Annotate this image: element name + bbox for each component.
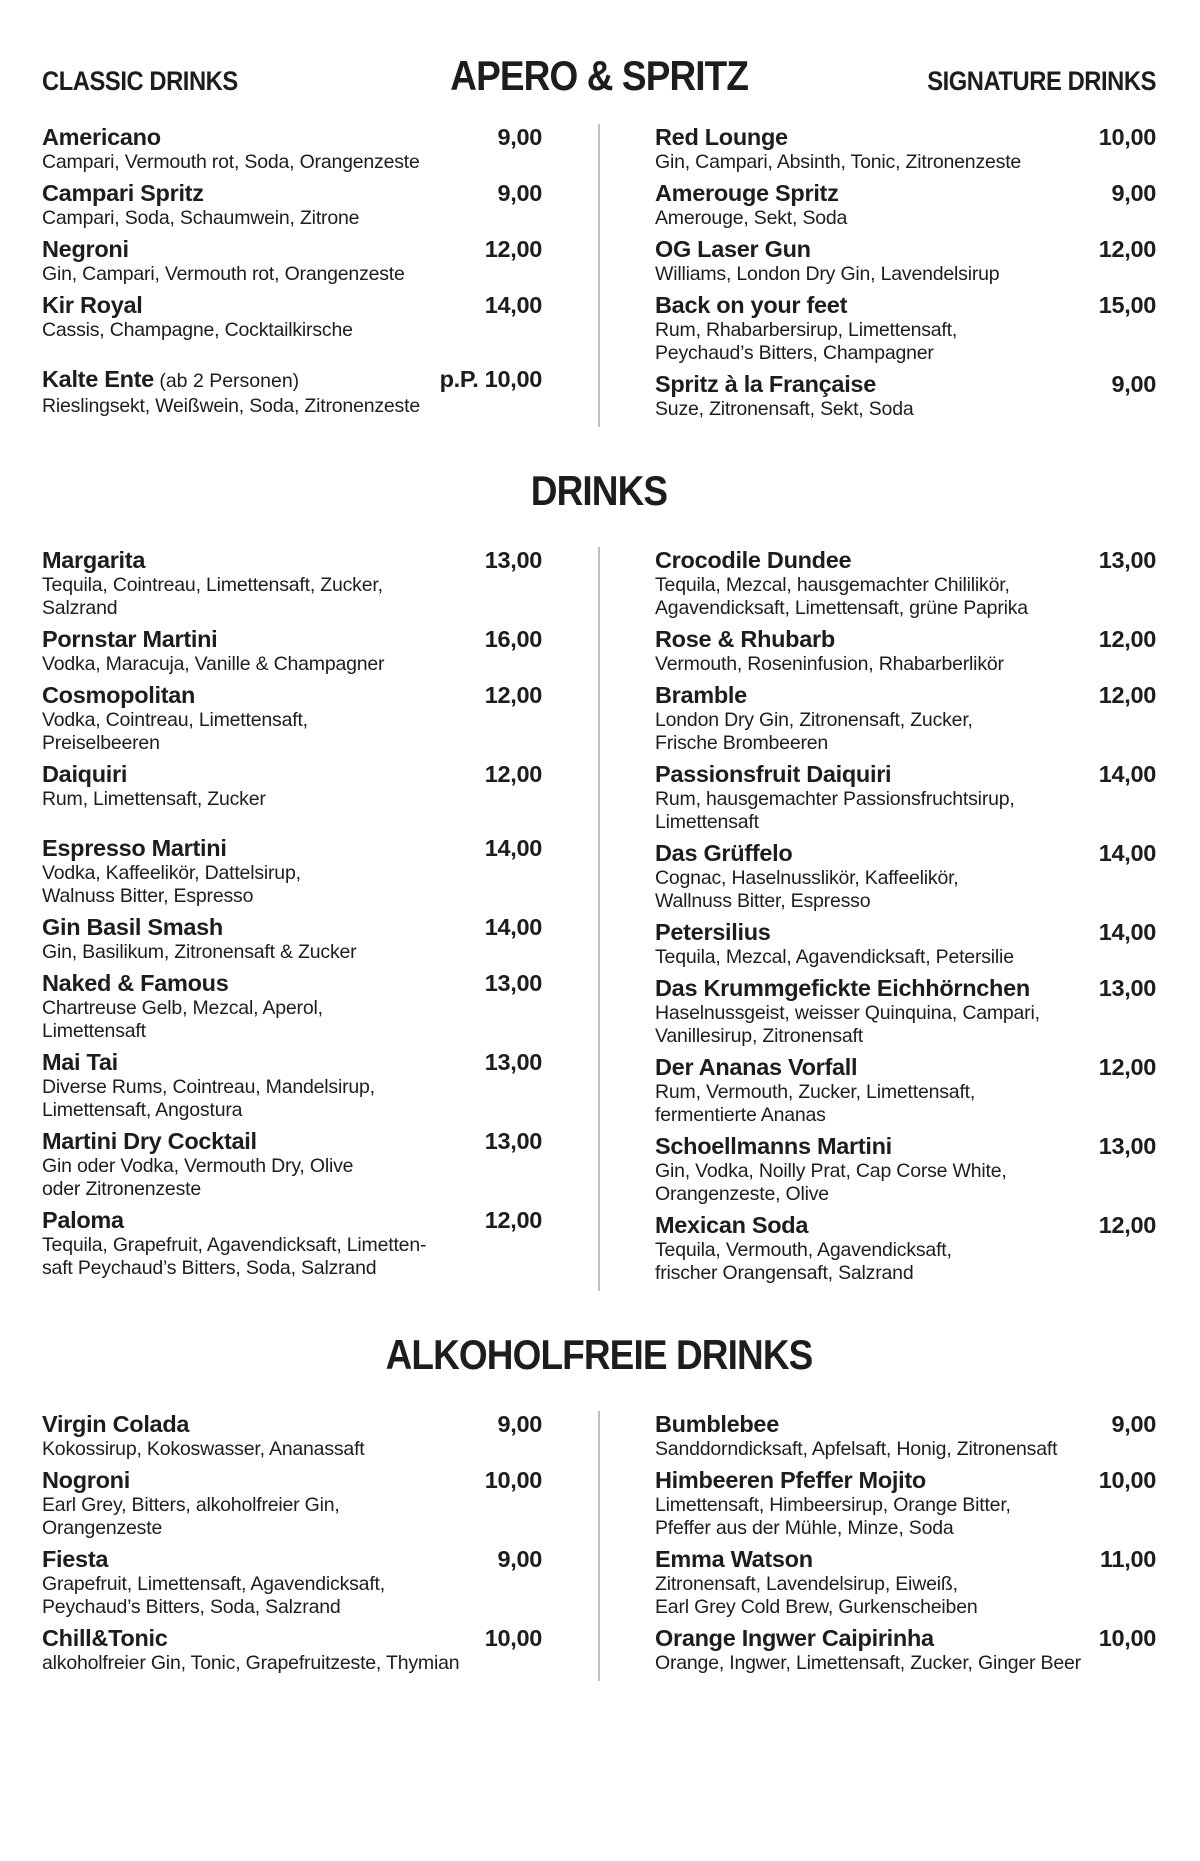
item-head bbox=[655, 1625, 1156, 1652]
item-price: 10,00 bbox=[484, 1467, 542, 1493]
item-description bbox=[42, 395, 542, 418]
item-description bbox=[655, 1573, 1156, 1619]
item-name: Naked & Famous bbox=[42, 970, 229, 996]
item-name: Mexican Soda bbox=[655, 1212, 809, 1238]
section-body bbox=[42, 547, 1156, 1291]
item-description-line: Peychaud’s Bitters, Soda, Salzrand bbox=[42, 1596, 341, 1618]
menu-item bbox=[42, 1207, 542, 1280]
item-price: 13,00 bbox=[484, 547, 542, 573]
item-description-line: Sanddorndicksaft, Apfelsaft, Honig, Zitronensaft bbox=[655, 1438, 1058, 1460]
item-price: 9,00 bbox=[497, 124, 542, 150]
item-description-line: saft Peychaud’s Bitters, Soda, Salzrand bbox=[42, 1257, 377, 1279]
item-description bbox=[655, 1652, 1156, 1675]
item-description-line: Agavendicksaft, Limettensaft, grüne Paprika bbox=[655, 597, 1028, 619]
item-description-line: Vanillesirup, Zitronensaft bbox=[655, 1025, 863, 1047]
item-description bbox=[42, 319, 542, 342]
item-head bbox=[42, 835, 542, 862]
item-price: 10,00 bbox=[1098, 1467, 1156, 1493]
item-name: Bramble bbox=[655, 682, 747, 708]
item-head bbox=[655, 1467, 1156, 1494]
menu-column-left bbox=[42, 1411, 598, 1681]
menu-item bbox=[655, 1212, 1156, 1285]
item-name: Nogroni bbox=[42, 1467, 130, 1493]
item-description-line: Tequila, Mezcal, hausgemachter Chililikör, bbox=[655, 574, 1010, 596]
item-description bbox=[655, 1160, 1156, 1206]
item-description-line: Earl Grey Cold Brew, Gurkenscheiben bbox=[655, 1596, 978, 1618]
item-description-line: Vodka, Maracuja, Vanille & Champagner bbox=[42, 653, 385, 675]
item-description bbox=[42, 1438, 542, 1461]
item-name: Spritz à la Française bbox=[655, 371, 876, 397]
item-description-line: Orange, Ingwer, Limettensaft, Zucker, Ginger Beer bbox=[655, 1652, 1081, 1674]
item-head bbox=[42, 1128, 542, 1155]
item-name: Emma Watson bbox=[655, 1546, 813, 1572]
item-description bbox=[42, 1652, 542, 1675]
item-price: 13,00 bbox=[484, 1049, 542, 1075]
menu-item bbox=[42, 761, 542, 811]
menu-item bbox=[655, 682, 1156, 755]
menu-item bbox=[655, 1546, 1156, 1619]
item-description-line: Vermouth, Roseninfusion, Rhabarberlikör bbox=[655, 653, 1004, 675]
item-price: 12,00 bbox=[1098, 236, 1156, 262]
item-description-line: Rieslingsekt, Weißwein, Soda, Zitronenzeste bbox=[42, 395, 420, 417]
item-head bbox=[655, 682, 1156, 709]
menu-item bbox=[42, 1546, 542, 1619]
item-name: Espresso Martini bbox=[42, 835, 227, 861]
item-name: Orange Ingwer Caipirinha bbox=[655, 1625, 934, 1651]
item-description-line: Gin, Campari, Absinth, Tonic, Zitronenzeste bbox=[655, 151, 1022, 173]
item-description-line: Diverse Rums, Cointreau, Mandelsirup, bbox=[42, 1076, 375, 1098]
item-description-line: Rum, hausgemachter Passionsfruchtsirup, bbox=[655, 788, 1015, 810]
item-description bbox=[655, 1438, 1156, 1461]
item-description-line: oder Zitronenzeste bbox=[42, 1178, 201, 1200]
menu-item bbox=[655, 124, 1156, 174]
item-head bbox=[655, 1411, 1156, 1438]
item-head bbox=[42, 547, 542, 574]
item-price: 13,00 bbox=[1098, 975, 1156, 1001]
menu-item bbox=[42, 835, 542, 908]
item-head bbox=[655, 124, 1156, 151]
menu-section bbox=[42, 124, 1156, 427]
item-description bbox=[655, 946, 1156, 969]
item-name: Das Krummgefickte Eichhörnchen bbox=[655, 975, 1030, 1001]
menu-item bbox=[655, 292, 1156, 365]
item-description bbox=[655, 207, 1156, 230]
item-head bbox=[655, 1054, 1156, 1081]
item-description-line: Preiselbeeren bbox=[42, 732, 160, 754]
item-description-line: Suze, Zitronensaft, Sekt, Soda bbox=[655, 398, 914, 420]
item-name: Cosmopolitan bbox=[42, 682, 196, 708]
item-name: Red Lounge bbox=[655, 124, 788, 150]
item-price: 12,00 bbox=[1098, 682, 1156, 708]
item-description bbox=[42, 574, 542, 620]
item-description bbox=[655, 151, 1156, 174]
item-head bbox=[655, 547, 1156, 574]
item-description-line: Amerouge, Sekt, Soda bbox=[655, 207, 848, 229]
item-description bbox=[42, 263, 542, 286]
item-name: Martini Dry Cocktail bbox=[42, 1128, 257, 1154]
item-price: 13,00 bbox=[1098, 1133, 1156, 1159]
item-name: Pornstar Martini bbox=[42, 626, 218, 652]
item-description bbox=[655, 788, 1156, 834]
item-description-line: Vodka, Cointreau, Limettensaft, bbox=[42, 709, 308, 731]
item-price: 12,00 bbox=[1098, 626, 1156, 652]
item-description bbox=[655, 1239, 1156, 1285]
item-description-line: Walnuss Bitter, Espresso bbox=[42, 885, 254, 907]
item-description-line: Tequila, Mezcal, Agavendicksaft, Petersilie bbox=[655, 946, 1014, 968]
menu-column-right bbox=[600, 1411, 1156, 1681]
item-head bbox=[655, 180, 1156, 207]
item-description bbox=[42, 941, 542, 964]
menu-item bbox=[655, 919, 1156, 969]
item-description-line: Grapefruit, Limettensaft, Agavendicksaft, bbox=[42, 1573, 385, 1595]
item-description bbox=[655, 653, 1156, 676]
item-description bbox=[42, 1076, 542, 1122]
item-description bbox=[42, 997, 542, 1043]
item-head bbox=[655, 1133, 1156, 1160]
item-head bbox=[655, 236, 1156, 263]
menu-column-right bbox=[600, 547, 1156, 1291]
item-head bbox=[42, 626, 542, 653]
item-description bbox=[655, 263, 1156, 286]
menu-item bbox=[655, 1054, 1156, 1127]
item-description-line: Williams, London Dry Gin, Lavendelsirup bbox=[655, 263, 1000, 285]
item-head bbox=[42, 292, 542, 319]
item-head bbox=[655, 626, 1156, 653]
item-head bbox=[42, 1467, 542, 1494]
menu-item bbox=[655, 547, 1156, 620]
menu-sections bbox=[42, 124, 1156, 1681]
item-description bbox=[655, 574, 1156, 620]
menu-item bbox=[655, 840, 1156, 913]
item-price: 14,00 bbox=[484, 292, 542, 318]
item-price: 15,00 bbox=[1098, 292, 1156, 318]
menu-item bbox=[42, 124, 542, 174]
menu-item bbox=[42, 626, 542, 676]
menu-item bbox=[655, 1133, 1156, 1206]
item-name: Kalte Ente (ab 2 Personen) bbox=[42, 366, 300, 392]
menu-item bbox=[655, 761, 1156, 834]
item-description-line: Chartreuse Gelb, Mezcal, Aperol, bbox=[42, 997, 323, 1019]
menu-item bbox=[655, 1625, 1156, 1675]
menu-item bbox=[42, 180, 542, 230]
item-description bbox=[42, 653, 542, 676]
item-description-line: Kokossirup, Kokoswasser, Ananassaft bbox=[42, 1438, 365, 1460]
item-name: Gin Basil Smash bbox=[42, 914, 223, 940]
item-description bbox=[42, 862, 542, 908]
item-price: 12,00 bbox=[484, 761, 542, 787]
item-name: Amerouge Spritz bbox=[655, 180, 839, 206]
item-description-line: Rum, Rhabarbersirup, Limettensaft, bbox=[655, 319, 958, 341]
menu-item bbox=[42, 682, 542, 755]
item-price: 9,00 bbox=[1111, 180, 1156, 206]
item-price: 9,00 bbox=[1111, 1411, 1156, 1437]
item-price: 12,00 bbox=[484, 1207, 542, 1233]
item-price: 12,00 bbox=[1098, 1054, 1156, 1080]
item-head bbox=[42, 180, 542, 207]
item-description-line: Earl Grey, Bitters, alkoholfreier Gin, bbox=[42, 1494, 340, 1516]
menu-item bbox=[42, 1467, 542, 1540]
item-head bbox=[655, 840, 1156, 867]
item-description-line: Gin, Basilikum, Zitronensaft & Zucker bbox=[42, 941, 357, 963]
item-price: 12,00 bbox=[484, 236, 542, 262]
item-description-line: Orangenzeste bbox=[42, 1517, 163, 1539]
item-price: 14,00 bbox=[484, 835, 542, 861]
item-price: 14,00 bbox=[484, 914, 542, 940]
item-description-line: Tequila, Cointreau, Limettensaft, Zucker, bbox=[42, 574, 383, 596]
menu-section bbox=[42, 467, 1156, 1291]
item-price: 10,00 bbox=[484, 1625, 542, 1651]
item-description bbox=[42, 709, 542, 755]
item-description-line: Limettensaft bbox=[655, 811, 759, 833]
item-description-line: London Dry Gin, Zitronensaft, Zucker, bbox=[655, 709, 973, 731]
item-name: Der Ananas Vorfall bbox=[655, 1054, 858, 1080]
menu-item bbox=[655, 626, 1156, 676]
menu-item bbox=[42, 1049, 542, 1122]
item-name: Daiquiri bbox=[42, 761, 128, 787]
item-price: 9,00 bbox=[1111, 371, 1156, 397]
item-description-line: Gin, Vodka, Noilly Prat, Cap Corse White, bbox=[655, 1160, 1007, 1182]
item-head bbox=[42, 761, 542, 788]
item-head bbox=[655, 1212, 1156, 1239]
item-price: 10,00 bbox=[1098, 1625, 1156, 1651]
item-description-line: Limettensaft, Angostura bbox=[42, 1099, 243, 1121]
item-description-line: Pfeffer aus der Mühle, Minze, Soda bbox=[655, 1517, 954, 1539]
item-description-line: Gin, Campari, Vermouth rot, Orangenzeste bbox=[42, 263, 405, 285]
section-title-classic-drinks: CLASSIC DRINKS bbox=[42, 66, 238, 96]
item-price: 9,00 bbox=[497, 1546, 542, 1572]
item-price: 13,00 bbox=[1098, 547, 1156, 573]
item-head bbox=[655, 919, 1156, 946]
item-description-line: Vodka, Kaffeelikör, Dattelsirup, bbox=[42, 862, 301, 884]
item-description-line: Gin oder Vodka, Vermouth Dry, Olive bbox=[42, 1155, 354, 1177]
item-price: 12,00 bbox=[1098, 1212, 1156, 1238]
item-description bbox=[655, 1081, 1156, 1127]
item-description-line: Peychaud’s Bitters, Champagner bbox=[655, 342, 934, 364]
item-head bbox=[42, 914, 542, 941]
item-head bbox=[42, 682, 542, 709]
item-description bbox=[42, 1494, 542, 1540]
item-head bbox=[42, 366, 542, 395]
item-description-line: Zitronensaft, Lavendelsirup, Eiweiß, bbox=[655, 1573, 958, 1595]
item-description-line: Cognac, Haselnusslikör, Kaffeelikör, bbox=[655, 867, 959, 889]
item-description-line: frischer Orangensaft, Salzrand bbox=[655, 1262, 914, 1284]
menu-item bbox=[42, 366, 542, 418]
item-price: 13,00 bbox=[484, 970, 542, 996]
item-name: Margarita bbox=[42, 547, 146, 573]
item-name: Negroni bbox=[42, 236, 129, 262]
item-description-line: Limettensaft, Himbeersirup, Orange Bitter, bbox=[655, 1494, 1011, 1516]
item-price: 12,00 bbox=[484, 682, 542, 708]
item-description-line: fermentierte Ananas bbox=[655, 1104, 826, 1126]
item-description bbox=[655, 1494, 1156, 1540]
item-name-suffix: (ab 2 Personen) bbox=[153, 370, 300, 392]
item-name: Mai Tai bbox=[42, 1049, 118, 1075]
menu-item bbox=[42, 1625, 542, 1675]
item-description bbox=[655, 867, 1156, 913]
item-price: 10,00 bbox=[1098, 124, 1156, 150]
menu-item bbox=[42, 914, 542, 964]
item-description bbox=[42, 788, 542, 811]
item-description bbox=[655, 398, 1156, 421]
section-body bbox=[42, 1411, 1156, 1681]
item-name: OG Laser Gun bbox=[655, 236, 811, 262]
item-description-line: alkoholfreier Gin, Tonic, Grapefruitzeste, Thymian bbox=[42, 1652, 460, 1674]
menu-item bbox=[655, 371, 1156, 421]
menu-item bbox=[42, 970, 542, 1043]
item-description-line: Salzrand bbox=[42, 597, 118, 619]
item-head bbox=[42, 1411, 542, 1438]
item-name: Kir Royal bbox=[42, 292, 143, 318]
item-head bbox=[42, 124, 542, 151]
item-description bbox=[42, 207, 542, 230]
item-name: Chill&Tonic bbox=[42, 1625, 168, 1651]
item-name: Campari Spritz bbox=[42, 180, 204, 206]
menu-header bbox=[42, 52, 1156, 100]
item-head bbox=[655, 292, 1156, 319]
item-name: Himbeeren Pfeffer Mojito bbox=[655, 1467, 926, 1493]
item-name: Bumblebee bbox=[655, 1411, 779, 1437]
item-head bbox=[655, 975, 1156, 1002]
menu-item bbox=[42, 547, 542, 620]
item-head bbox=[655, 1546, 1156, 1573]
item-description-line: Limettensaft bbox=[42, 1020, 146, 1042]
item-description bbox=[655, 1002, 1156, 1048]
item-description bbox=[42, 1155, 542, 1201]
item-price: 14,00 bbox=[1098, 840, 1156, 866]
menu-section bbox=[42, 1331, 1156, 1681]
menu-item bbox=[42, 236, 542, 286]
item-description-line: Haselnussgeist, weisser Quinquina, Campari, bbox=[655, 1002, 1040, 1024]
item-description-line: Orangenzeste, Olive bbox=[655, 1183, 829, 1205]
item-name: Petersilius bbox=[655, 919, 771, 945]
item-price: 14,00 bbox=[1098, 919, 1156, 945]
item-description bbox=[42, 1234, 542, 1280]
item-name: Schoellmanns Martini bbox=[655, 1133, 892, 1159]
menu-item bbox=[655, 180, 1156, 230]
item-head bbox=[42, 1625, 542, 1652]
item-description bbox=[42, 1573, 542, 1619]
item-head bbox=[42, 236, 542, 263]
item-price: 13,00 bbox=[484, 1128, 542, 1154]
menu-item bbox=[655, 975, 1156, 1048]
item-name: Passionsfruit Daiquiri bbox=[655, 761, 892, 787]
item-price: 14,00 bbox=[1098, 761, 1156, 787]
item-name: Back on your feet bbox=[655, 292, 848, 318]
menu-item bbox=[655, 1467, 1156, 1540]
item-head bbox=[42, 1207, 542, 1234]
section-title: ALKOHOLFREIE DRINKS bbox=[385, 1331, 813, 1378]
item-head bbox=[655, 761, 1156, 788]
item-head bbox=[42, 1049, 542, 1076]
item-description-line: Cassis, Champagne, Cocktailkirsche bbox=[42, 319, 353, 341]
menu-item bbox=[655, 1411, 1156, 1461]
item-description-line: Tequila, Grapefruit, Agavendicksaft, Limetten- bbox=[42, 1234, 427, 1256]
item-description-line: Campari, Soda, Schaumwein, Zitrone bbox=[42, 207, 360, 229]
section-body bbox=[42, 124, 1156, 427]
item-name: Fiesta bbox=[42, 1546, 109, 1572]
menu-column-right bbox=[600, 124, 1156, 427]
item-name: Virgin Colada bbox=[42, 1411, 190, 1437]
item-name: Paloma bbox=[42, 1207, 124, 1233]
item-price: 11,00 bbox=[1099, 1546, 1156, 1572]
section-title-apero-spritz: APERO & SPRITZ bbox=[450, 52, 748, 99]
menu-column-left bbox=[42, 547, 598, 1291]
item-head bbox=[655, 371, 1156, 398]
item-price: p.P. 10,00 bbox=[439, 366, 542, 392]
item-name: Americano bbox=[42, 124, 161, 150]
item-description-line: Rum, Limettensaft, Zucker bbox=[42, 788, 266, 810]
item-description-line: Wallnuss Bitter, Espresso bbox=[655, 890, 871, 912]
menu-item bbox=[42, 1411, 542, 1461]
menu-column-left bbox=[42, 124, 598, 427]
item-name: Das Grüffelo bbox=[655, 840, 793, 866]
item-price: 9,00 bbox=[497, 180, 542, 206]
item-price: 16,00 bbox=[484, 626, 542, 652]
item-description-line: Frische Brombeeren bbox=[655, 732, 829, 754]
section-title-signature-drinks: SIGNATURE DRINKS bbox=[927, 66, 1156, 96]
item-description-line: Rum, Vermouth, Zucker, Limettensaft, bbox=[655, 1081, 976, 1103]
menu-item bbox=[655, 236, 1156, 286]
item-description bbox=[655, 319, 1156, 365]
item-description bbox=[655, 709, 1156, 755]
menu-item bbox=[42, 292, 542, 342]
item-price: 9,00 bbox=[497, 1411, 542, 1437]
menu-item bbox=[42, 1128, 542, 1201]
item-name: Crocodile Dundee bbox=[655, 547, 852, 573]
item-description-line: Tequila, Vermouth, Agavendicksaft, bbox=[655, 1239, 952, 1261]
item-name: Rose & Rhubarb bbox=[655, 626, 835, 652]
section-title: DRINKS bbox=[530, 467, 668, 514]
item-description-line: Campari, Vermouth rot, Soda, Orangenzeste bbox=[42, 151, 420, 173]
item-head bbox=[42, 970, 542, 997]
item-head bbox=[42, 1546, 542, 1573]
item-description bbox=[42, 151, 542, 174]
